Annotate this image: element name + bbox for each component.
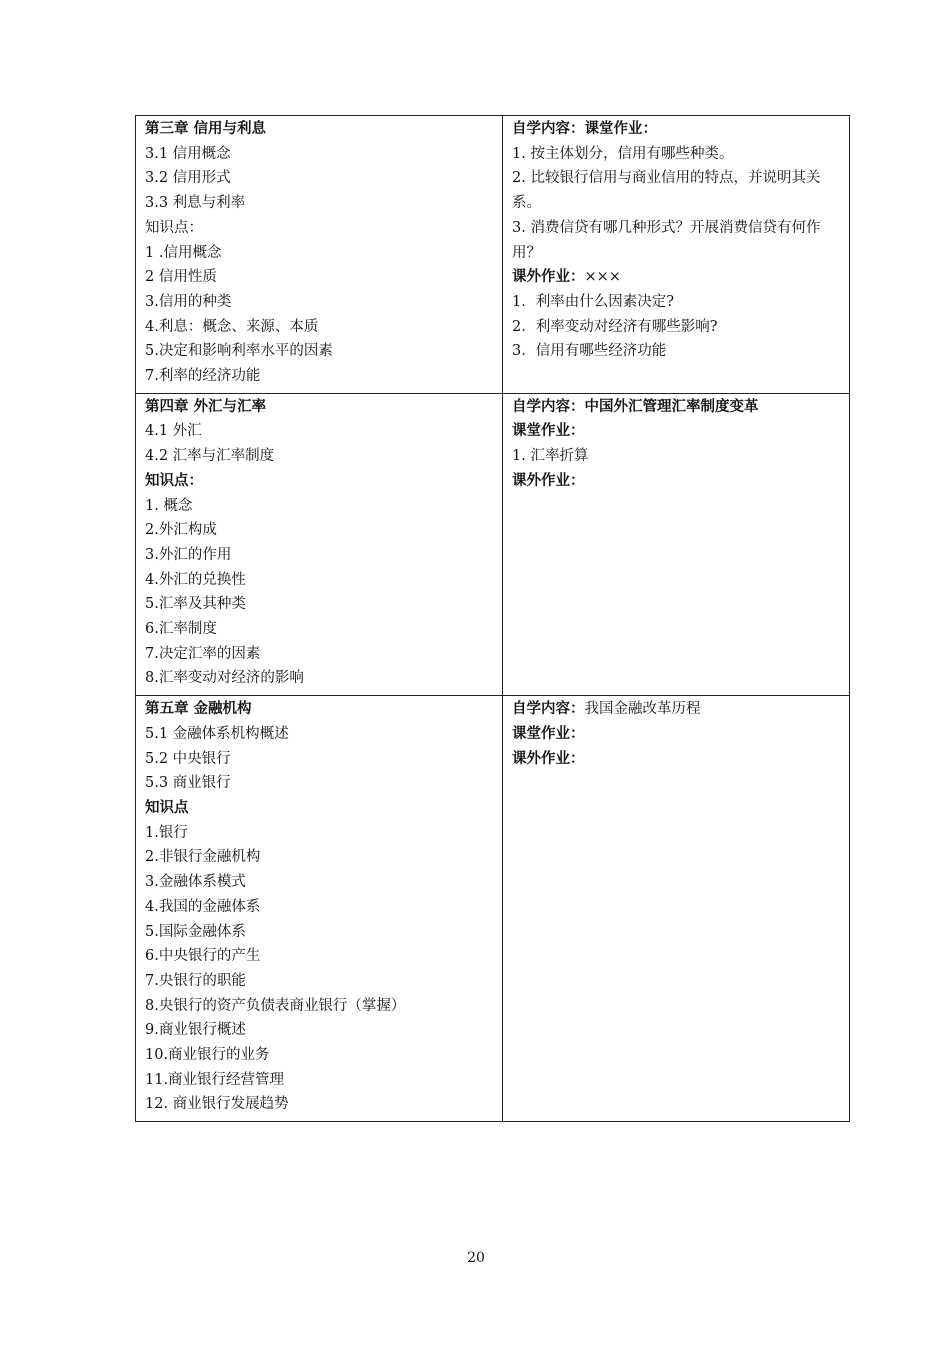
chapter-row [136, 393, 850, 695]
homework-text: ××× [584, 269, 621, 286]
knowledge-point: 8.汇率变动对经济的影响 [145, 670, 304, 687]
self-study-text: 我国金融改革历程 [584, 701, 701, 718]
chapter-title: 第五章 金融机构 [145, 700, 252, 718]
chapter-outline-cell [136, 116, 503, 394]
knowledge-point: 4.我国的金融体系 [145, 898, 261, 915]
knowledge-point: 3.金融体系模式 [145, 874, 246, 891]
knowledge-point: 2.外汇构成 [145, 522, 217, 539]
knowledge-label: 知识点： [145, 471, 203, 489]
section-item: 5.2 中央银行 [145, 750, 231, 767]
page-number: 20 [467, 1250, 485, 1266]
chapter-outline-cell [136, 696, 503, 1122]
knowledge-point: 6.汇率制度 [145, 621, 217, 638]
homework-item: 2．利率变动对经济有哪些影响? [512, 318, 718, 335]
knowledge-point: 4.外汇的兑换性 [145, 571, 246, 588]
chapter-title: 第四章 外汇与汇率 [145, 397, 267, 415]
class-assignment-item: 1. 按主体划分，信用有哪些种类。 [512, 145, 734, 162]
knowledge-point: 3.信用的种类 [145, 293, 232, 310]
class-assignment-item: 1. 汇率折算 [512, 448, 589, 465]
homework-label: 课外作业： [512, 471, 585, 489]
class-assignment-item: 3. 消费信贷有哪几种形式？开展消费信贷有何作用？ [512, 219, 821, 261]
knowledge-point: 7.决定汇率的因素 [145, 645, 261, 662]
chapter-outline-cell [136, 393, 503, 695]
homework-item: 1．利率由什么因素决定? [512, 293, 674, 310]
syllabus-table [135, 115, 850, 1122]
self-study-label: 自学内容： [512, 700, 585, 718]
knowledge-point: 10.商业银行的业务 [145, 1047, 270, 1064]
knowledge-point: 9.商业银行概述 [145, 1022, 246, 1039]
self-study-line [512, 697, 840, 722]
section-item: 3.2 信用形式 [145, 170, 231, 187]
knowledge-point: 7.利率的经济功能 [145, 368, 261, 385]
knowledge-point: 6.中央银行的产生 [145, 948, 261, 965]
knowledge-point: 4.利息：概念、来源、本质 [145, 318, 319, 335]
knowledge-point: 2.非银行金融机构 [145, 849, 261, 866]
homework-label: 课外作业： [512, 268, 585, 286]
knowledge-point: 1.银行 [145, 824, 188, 841]
self-study-label: 自学内容：课堂作业： [512, 120, 657, 137]
assignment-cell [503, 696, 850, 1122]
section-item: 4.2 汇率与汇率制度 [145, 448, 275, 465]
knowledge-point: 12. 商业银行发展趋势 [145, 1096, 289, 1113]
assignment-cell [503, 393, 850, 695]
homework-label: 课外作业： [512, 749, 585, 767]
knowledge-label: 知识点： [145, 219, 203, 236]
knowledge-point: 5.汇率及其种类 [145, 596, 246, 613]
knowledge-point: 3.外汇的作用 [145, 546, 232, 563]
section-item: 5.1 金融体系机构概述 [145, 725, 289, 742]
homework-item: 3．信用有哪些经济功能 [512, 343, 667, 360]
chapter-row [136, 696, 850, 1122]
chapter-title: 第三章 信用与利息 [145, 120, 267, 137]
section-item: 4.1 外汇 [145, 423, 202, 440]
knowledge-point: 7.央银行的职能 [145, 972, 246, 989]
knowledge-point: 8.央银行的资产负债表商业银行（掌握） [145, 997, 406, 1014]
knowledge-point: 5.决定和影响利率水平的因素 [145, 343, 333, 360]
section-item: 5.3 商业银行 [145, 775, 231, 792]
assignment-cell [503, 116, 850, 394]
knowledge-point: 5.国际金融体系 [145, 923, 246, 940]
class-assignment-label: 课堂作业： [512, 422, 585, 440]
knowledge-point: 11.商业银行经营管理 [145, 1071, 285, 1088]
class-assignment-label: 课堂作业： [512, 724, 585, 742]
knowledge-point: 2 信用性质 [145, 269, 217, 286]
chapter-row [136, 116, 850, 394]
knowledge-label: 知识点 [145, 798, 189, 816]
section-item: 3.1 信用概念 [145, 145, 231, 162]
knowledge-point: 1 .信用概念 [145, 244, 222, 261]
class-assignment-item: 2. 比较银行信用与商业信用的特点，并说明其关系。 [512, 170, 821, 212]
self-study-label: 自学内容：中国外汇管理汇率制度变革 [512, 397, 759, 415]
section-item: 3.3 利息与利率 [145, 195, 246, 212]
knowledge-point: 1. 概念 [145, 497, 193, 514]
homework-line [512, 265, 840, 290]
